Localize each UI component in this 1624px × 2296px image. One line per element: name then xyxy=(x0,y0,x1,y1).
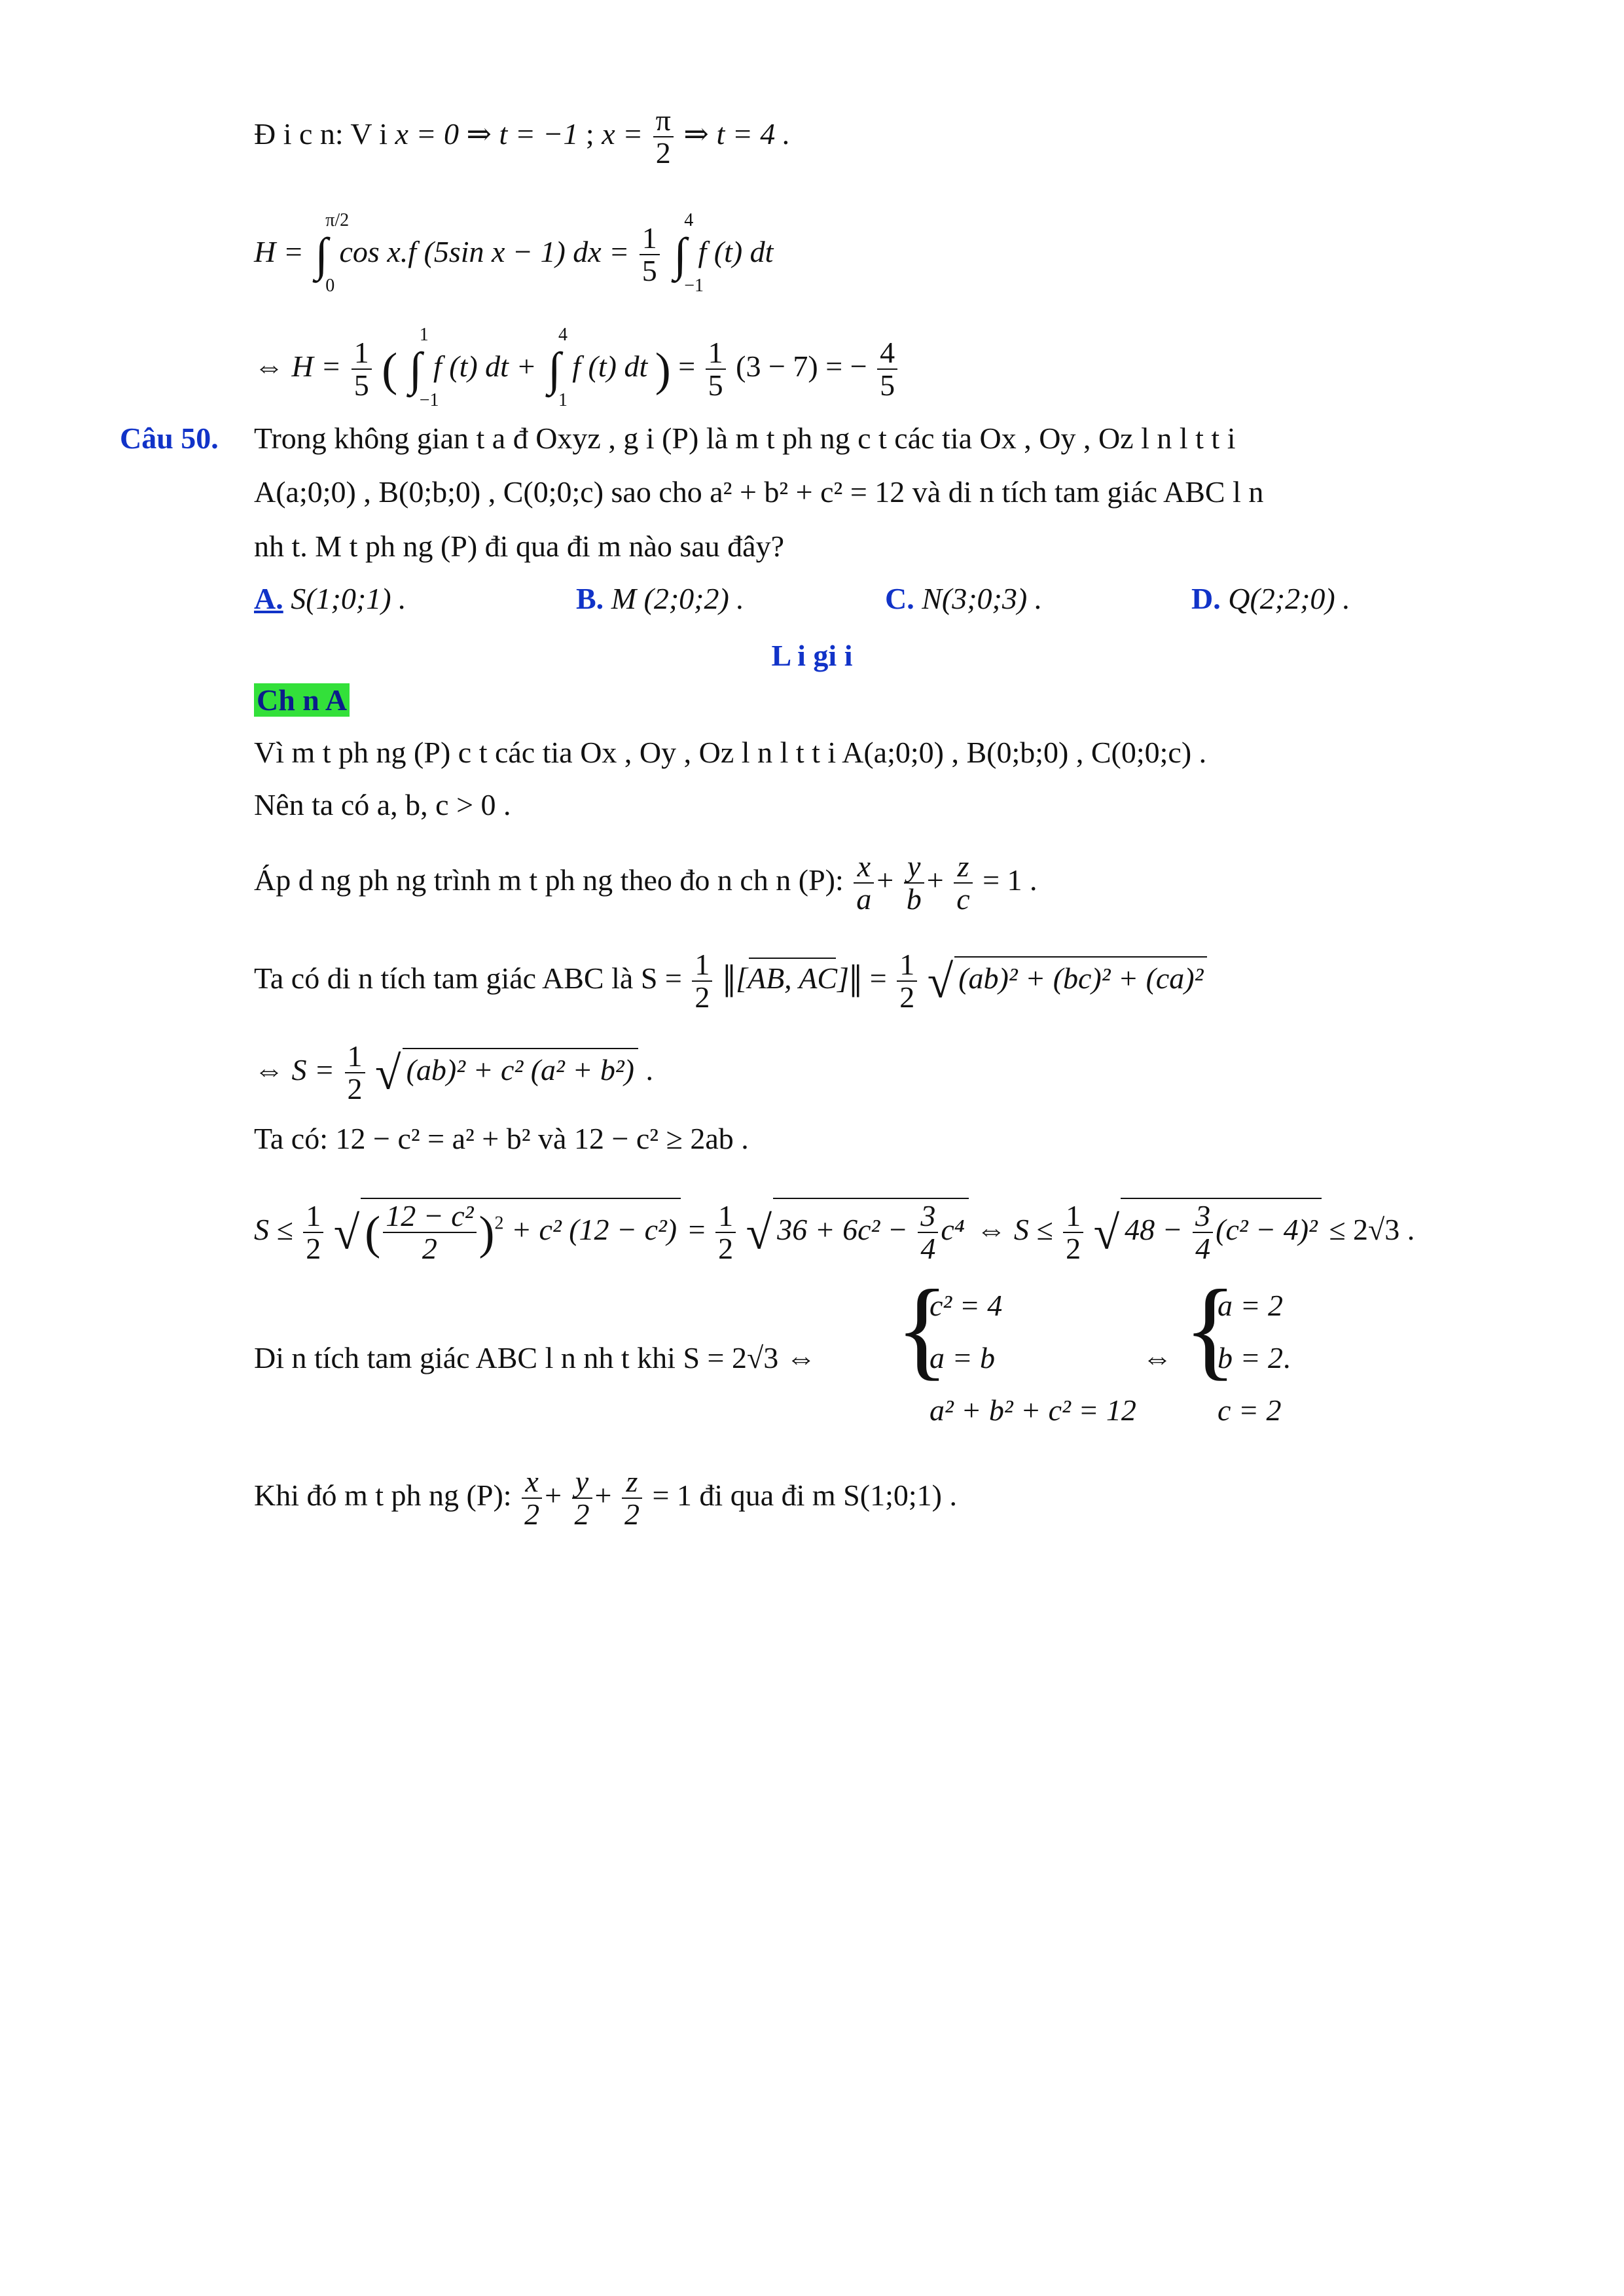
frac-num: 3 xyxy=(1193,1200,1213,1233)
integral-sign: ∫ 4 1 xyxy=(548,325,568,411)
integral-upper-limit: 4 xyxy=(558,325,568,346)
step-7-iff: ⇔ S ≤ xyxy=(976,1212,1053,1246)
system-2-eq-2: b = 2 xyxy=(1218,1341,1284,1374)
step-8-text: Di n tích tam giác ABC l n nh t khi S = 2√3 ⇔ xyxy=(254,1341,816,1374)
integral-upper-limit: 1 xyxy=(419,325,429,346)
solution-step-6: Ta có: 12 − c² = a² + b² và 12 − c² ≥ 2ab . xyxy=(254,1122,749,1155)
solution-step-2: Nên ta có a, b, c > 0 . xyxy=(254,788,511,821)
prev-line-equiv: ⇔ H = $\frac{1}{5}$ ( ∫ 1 −1 f (t) dt + ∫ 4 1 f (t) dt ) = $\frac{1}{5}$ (3 − 7) = − $\frac{4}{5}$ xyxy=(254,337,900,402)
pi-denominator: 2 xyxy=(655,136,671,170)
eq-mid-body: (3 − 7) = − xyxy=(736,349,867,383)
frac-num: x xyxy=(854,851,874,884)
step-9-end: = 1 đi qua đi m S(1;0;1) . xyxy=(652,1478,957,1512)
frac-num: y xyxy=(572,1466,592,1499)
eq-int-a-body: f (t) dt + xyxy=(433,349,537,383)
system-1-eq-1: c² = 4 xyxy=(929,1289,1003,1322)
solution-step-1: Vì m t ph ng (P) c t các tia Ox , Oy , Oz l n l t t i A(a;0;0) , B(0;b;0) , C(0;0;c) . xyxy=(254,736,1207,769)
frac-den: 2 xyxy=(695,980,710,1014)
option-b-text: M (2;0;2) . xyxy=(611,582,744,615)
step-5-end: . xyxy=(645,1052,653,1086)
frac-num: x xyxy=(522,1466,542,1499)
chosen-answer-badge: Ch n A xyxy=(254,683,350,717)
system-2-eq-1: a = 2 xyxy=(1218,1289,1284,1322)
step-7-eq: = xyxy=(688,1212,706,1246)
option-a-text: S(1;0;1) . xyxy=(291,582,406,615)
integral-sign: ∫ 4 −1 xyxy=(674,210,704,296)
option-d-label: D. xyxy=(1191,582,1221,615)
option-b[interactable] xyxy=(576,579,744,619)
H-integrand-2: f (t) dt xyxy=(698,234,774,268)
solution-step-4: Ta có di n tích tam giác ABC là S = $\frac{1}{2}$ ‖[AB, AC]‖ = $\frac{1}{2}$ √ (ab)² + (bc)² + (ca)² xyxy=(254,949,1207,1014)
solution-step-5: ⇔ S = $\frac{1}{2}$ √ (ab)² + c² (a² + b²) . xyxy=(254,1039,653,1106)
frac-den: 4 xyxy=(920,1232,936,1266)
prev-line-1-b-rhs: ⇒ t = 4 . xyxy=(683,117,791,151)
step-7-end: ≤ 2√3 . xyxy=(1329,1212,1415,1246)
H-coef-num: 1 xyxy=(640,223,660,255)
prev-line-H xyxy=(254,210,774,296)
integral-sign: ∫ 1 −1 xyxy=(408,325,439,411)
step-8-iff: ⇔ xyxy=(1142,1341,1172,1374)
question-number: Câu 50. xyxy=(120,422,219,455)
option-c-label: C. xyxy=(885,582,914,615)
solution-step-9: Khi đó m t ph ng (P): $\frac{x}{2}$ + $\frac{y}{2}$ + $\frac{z}{2}$ = 1 đi qua đi m S(1;0;1) . xyxy=(254,1465,957,1532)
prev-line-1-b-lhs: x = xyxy=(602,117,643,151)
eq-res-den: 5 xyxy=(880,368,895,403)
step-3-text: Áp d ng ph ng trình m t ph ng theo đo n ch n (P): xyxy=(254,863,844,897)
prev-line-1 xyxy=(254,105,790,170)
prev-line-1-label: Đ i c n: V i xyxy=(254,117,388,151)
eq-coef-num: 1 xyxy=(352,337,372,370)
H-coef-den: 5 xyxy=(641,254,657,288)
frac-num: z xyxy=(622,1466,642,1499)
integral-upper-limit: π/2 xyxy=(325,210,350,231)
step-4-eq: = xyxy=(869,961,887,995)
frac-num: 3 xyxy=(918,1200,938,1233)
step-7-lhs: S ≤ xyxy=(254,1212,293,1246)
option-a[interactable] xyxy=(254,579,406,619)
prev-line-1-sep: ; xyxy=(585,117,594,151)
integral-lower-limit: −1 xyxy=(684,276,704,296)
step-5-lhs: ⇔ S = xyxy=(254,1052,335,1086)
question-text-2: A(a;0;0) , B(0;b;0) , C(0;0;c) sao cho a² + b² + c² = 12 và di n tích tam giác ABC l n xyxy=(254,475,1264,509)
H-lhs: H = xyxy=(254,234,304,268)
step-4-radicand: (ab)² + (bc)² + (ca)² xyxy=(954,956,1207,998)
option-b-label: B. xyxy=(576,582,604,615)
frac-den: a xyxy=(856,882,872,916)
option-c[interactable] xyxy=(885,579,1042,619)
frac-num: 12 − c² xyxy=(383,1200,476,1233)
step-7-rad2: 36 + 6c² − xyxy=(777,1212,908,1246)
H-integrand-1: cos x.f (5sin x − 1) dx = xyxy=(339,234,630,268)
frac-den: 4 xyxy=(1195,1232,1211,1266)
step-8-end: . xyxy=(1283,1341,1291,1374)
integral-sign: ∫ π/2 0 xyxy=(315,210,350,296)
step-3-end: = 1 . xyxy=(983,863,1038,897)
step-5-radicand: (ab)² + c² (a² + b²) xyxy=(403,1048,638,1090)
system-1-eq-3: a² + b² + c² = 12 xyxy=(929,1393,1136,1427)
integral-lower-limit: 0 xyxy=(325,276,335,296)
step-9-text: Khi đó m t ph ng (P): xyxy=(254,1478,512,1512)
frac-den: 2 xyxy=(574,1498,590,1532)
eq-res-num: 4 xyxy=(877,337,897,370)
cross-product-vectors: AB, AC xyxy=(748,959,837,998)
frac-num: y xyxy=(904,851,924,884)
frac-den: 2 xyxy=(422,1232,437,1266)
option-a-label: A. xyxy=(254,582,283,615)
integral-upper-limit: 4 xyxy=(684,210,694,231)
solution-step-7: S ≤ $\frac{1}{2}$ √ ( $\frac{\text{12 − c²}}{2}$ )$^2$ + c² (12 − c²) = $\frac{1}{2}$ √ 36 + 6c² − $\frac{3}{4}$ c⁴ ⇔ S ≤ $\frac{1}{2}$ √ 48 − $\frac{3}{4}$ (c² − 4)² ≤ 2√3 . xyxy=(254,1199,1415,1266)
question-text-1: Trong không gian t a đ Oxyz , g i (P) là m t ph ng c t các tia Ox , Oy , Oz l n l t t i xyxy=(254,422,1236,455)
frac-num: 1 xyxy=(692,949,712,982)
system-2-eq-3: c = 2 xyxy=(1218,1393,1282,1427)
integral-lower-limit: −1 xyxy=(419,390,439,411)
step-7-rad1-tail: + c² (12 − c²) xyxy=(511,1212,677,1246)
step-4-text: Ta có di n tích tam giác ABC là S = xyxy=(254,961,682,995)
option-c-text: N(3;0;3) . xyxy=(922,582,1043,615)
step-7-rad3-a: 48 − xyxy=(1125,1212,1183,1246)
solution-heading: L i gi i xyxy=(771,639,853,672)
step-7-rad3-tail: (c² − 4)² xyxy=(1216,1212,1318,1246)
frac-num: z xyxy=(954,851,972,884)
eq-mid-num: 1 xyxy=(706,337,726,370)
frac-den: 2 xyxy=(524,1498,540,1532)
option-d[interactable] xyxy=(1191,579,1350,619)
eq-int-b-body: f (t) dt xyxy=(572,349,648,383)
eq-mid-den: 5 xyxy=(708,368,723,403)
step-7-rad2-tail: c⁴ xyxy=(941,1212,965,1246)
solution-step-8 xyxy=(254,1338,816,1378)
frac-den: b xyxy=(906,882,922,916)
solution-step-3: Áp d ng ph ng trình m t ph ng theo đo n ch n (P): $\frac{x}{a}$ + $\frac{y}{b}$ + $\frac{z}{c}$ = 1 . xyxy=(254,850,1038,916)
eq-mid: = xyxy=(678,349,696,383)
eq-coef-den: 5 xyxy=(353,368,369,403)
system-1-eq-2: a = b xyxy=(929,1341,996,1374)
pi-numerator: π xyxy=(653,105,674,137)
frac-den: 2 xyxy=(624,1498,640,1532)
question-text-3: nh t. M t ph ng (P) đi qua đi m nào sau đây? xyxy=(254,529,785,563)
prev-line-1-a: x = 0 ⇒ t = −1 xyxy=(395,117,579,151)
frac-den: c xyxy=(956,882,970,916)
document-page: Đ i c n: V i x = 0 ⇒ t = −1 ; x = $\frac{\pi}{2}$ ⇒ t = 4 . H = ∫ π/2 0 cos x.f (5sin x − 1) dx = $\frac{1}{5}$ ∫ 4 −1 f (t) dt ⇔ H = $\frac{1}{5}$ ( ∫ 1 −1 f (t) dt + ∫ 4 1 f (t) dt ) = $\frac{1}{5}$ (3 − 7) = − $\frac{4}{5}$ Câu 50. Trong không gian t a đ Oxyz , g i (P) là m t ph ng c t các tia Ox , Oy , Oz l n l t t i A(a;0;0) , B(0;b;0) , C(0;0;c) sao cho a² + b² + c² = 12 và di n tích tam giác ABC l n nh t. M t ph ng (P) đi qua đi m nào sau đây? A. S(1;0;1) . B. M (2;0;2) . C. N(3;0;3) . D. Q(2;2;0) . L i gi i Ch n A Vì m t ph ng (P) c t các tia Ox , Oy , Oz l n l t t i A(a;0;0) , B(0;b;0) , C(0;0;c) . Nên ta có a, b, c > 0 . Áp d ng ph ng trình m t ph ng theo đo n ch n (P): $\frac{x}{a}$ + $\frac{y}{b}$ + $\frac{z}{c}$ = 1 . Ta có di n tích tam giác ABC là S = $\frac{1}{2}$ ‖[AB, AC]‖ = $\frac{1}{2}$ √ (ab)² + (bc)² + (ca)² ⇔ S = $\frac{1}{2}$ √ (ab)² + c² (a² + b²) . Ta có: 12 − c² = a² + b² và 12 − c² ≥ 2ab . S ≤ $\frac{1}{2}$ √ ( $\frac{\text{12 − c²}}{2}$ )$^2$ + c² (12 − c²) = $\frac{1}{2}$ √ 36 + 6c² − $\frac{3}{4}$ c⁴ ⇔ S ≤ $\frac{1}{2}$ √ 48 − $\frac{3}{4}$ (c² − 4)² ≤ 2√3 . Di n tích tam giác ABC l n nh t khi S = 2√3 ⇔ { c² = 4 a = b a² + b² + c² = 12 ⇔ { a = 2 b = 2 c = 2 . Khi đó m t ph ng (P): $\frac{x}{2}$ + $\frac{y}{2}$ + $\frac{z}{2}$ = 1 đi qua đi m S(1;0;1) . xyxy=(0,0,1624,2296)
chosen-answer xyxy=(254,681,350,720)
eq-lhs: ⇔ H = xyxy=(254,349,342,383)
integral-lower-limit: 1 xyxy=(558,390,568,411)
option-d-text: Q(2;2;0) . xyxy=(1228,582,1350,615)
